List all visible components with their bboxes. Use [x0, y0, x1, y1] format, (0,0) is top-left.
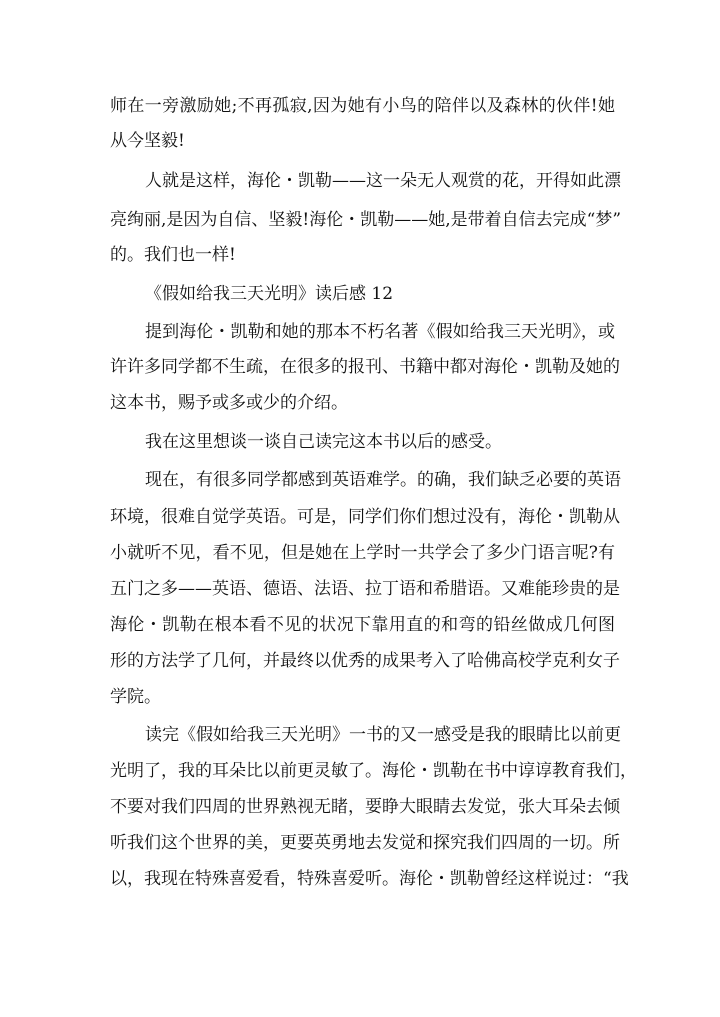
section-heading: 《假如给我三天光明》读后感 12: [145, 284, 394, 304]
text-line: 这本书，赐予或多或少的介绍。: [110, 393, 348, 413]
text-line: 以，我现在特殊喜爱看，特殊喜爱听。海伦・凯勒曾经这样说过：“我: [110, 869, 629, 889]
text-line: 听我们这个世界的美，更要英勇地去发觉和探究我们四周的一切。所: [110, 833, 620, 853]
text-line: 从今坚毅!: [110, 131, 185, 151]
text-line: 形的方法学了几何，并最终以优秀的成果考入了哈佛高校学克利女子: [110, 651, 620, 671]
text-line: 读完《假如给我三天光明》一书的又一感受是我的眼睛比以前更: [145, 725, 621, 745]
text-line: 师在一旁激励她;不再孤寂,因为她有小鸟的陪伴以及森林的伙伴!她: [110, 96, 615, 116]
text-line: 小就听不见，看不见，但是她在上学时一共学会了多少门语言呢?有: [110, 543, 615, 563]
text-line: 我在这里想谈一谈自己读完这本书以后的感受。: [145, 432, 502, 452]
text-line: 许许多同学都不生疏，在很多的报刊、书籍中都对海伦・凯勒及她的: [110, 357, 620, 377]
text-line: 不要对我们四周的世界熟视无睹，要睁大眼睛去发觉，张大耳朵去倾: [110, 797, 620, 817]
text-line: 学院。: [110, 687, 161, 707]
text-line: 提到海伦・凯勒和她的那本不朽名著《假如给我三天光明》，或: [145, 322, 615, 342]
text-line: 五门之多——英语、德语、法语、拉丁语和希腊语。又难能珍贵的是: [110, 579, 620, 599]
text-line: 的。我们也一样!: [110, 245, 236, 265]
text-line: 现在，有很多同学都感到英语难学。的确，我们缺乏必要的英语: [145, 470, 621, 490]
text-line: 人就是这样，海伦・凯勒——这一朵无人观赏的花，开得如此漂: [145, 171, 621, 191]
text-line: 海伦・凯勒在根本看不见的状况下靠用直的和弯的铅丝做成几何图: [110, 615, 615, 635]
text-line: 环境，很难自觉学英语。可是，同学们你们想过没有，海伦・凯勒从: [110, 507, 620, 527]
text-line: 亮绚丽,是因为自信、坚毅!海伦・凯勒——她,是带着自信去完成“梦”: [110, 210, 622, 230]
text-line: 光明了，我的耳朵比以前更灵敏了。海伦・凯勒在书中谆谆教育我们，: [110, 761, 637, 781]
